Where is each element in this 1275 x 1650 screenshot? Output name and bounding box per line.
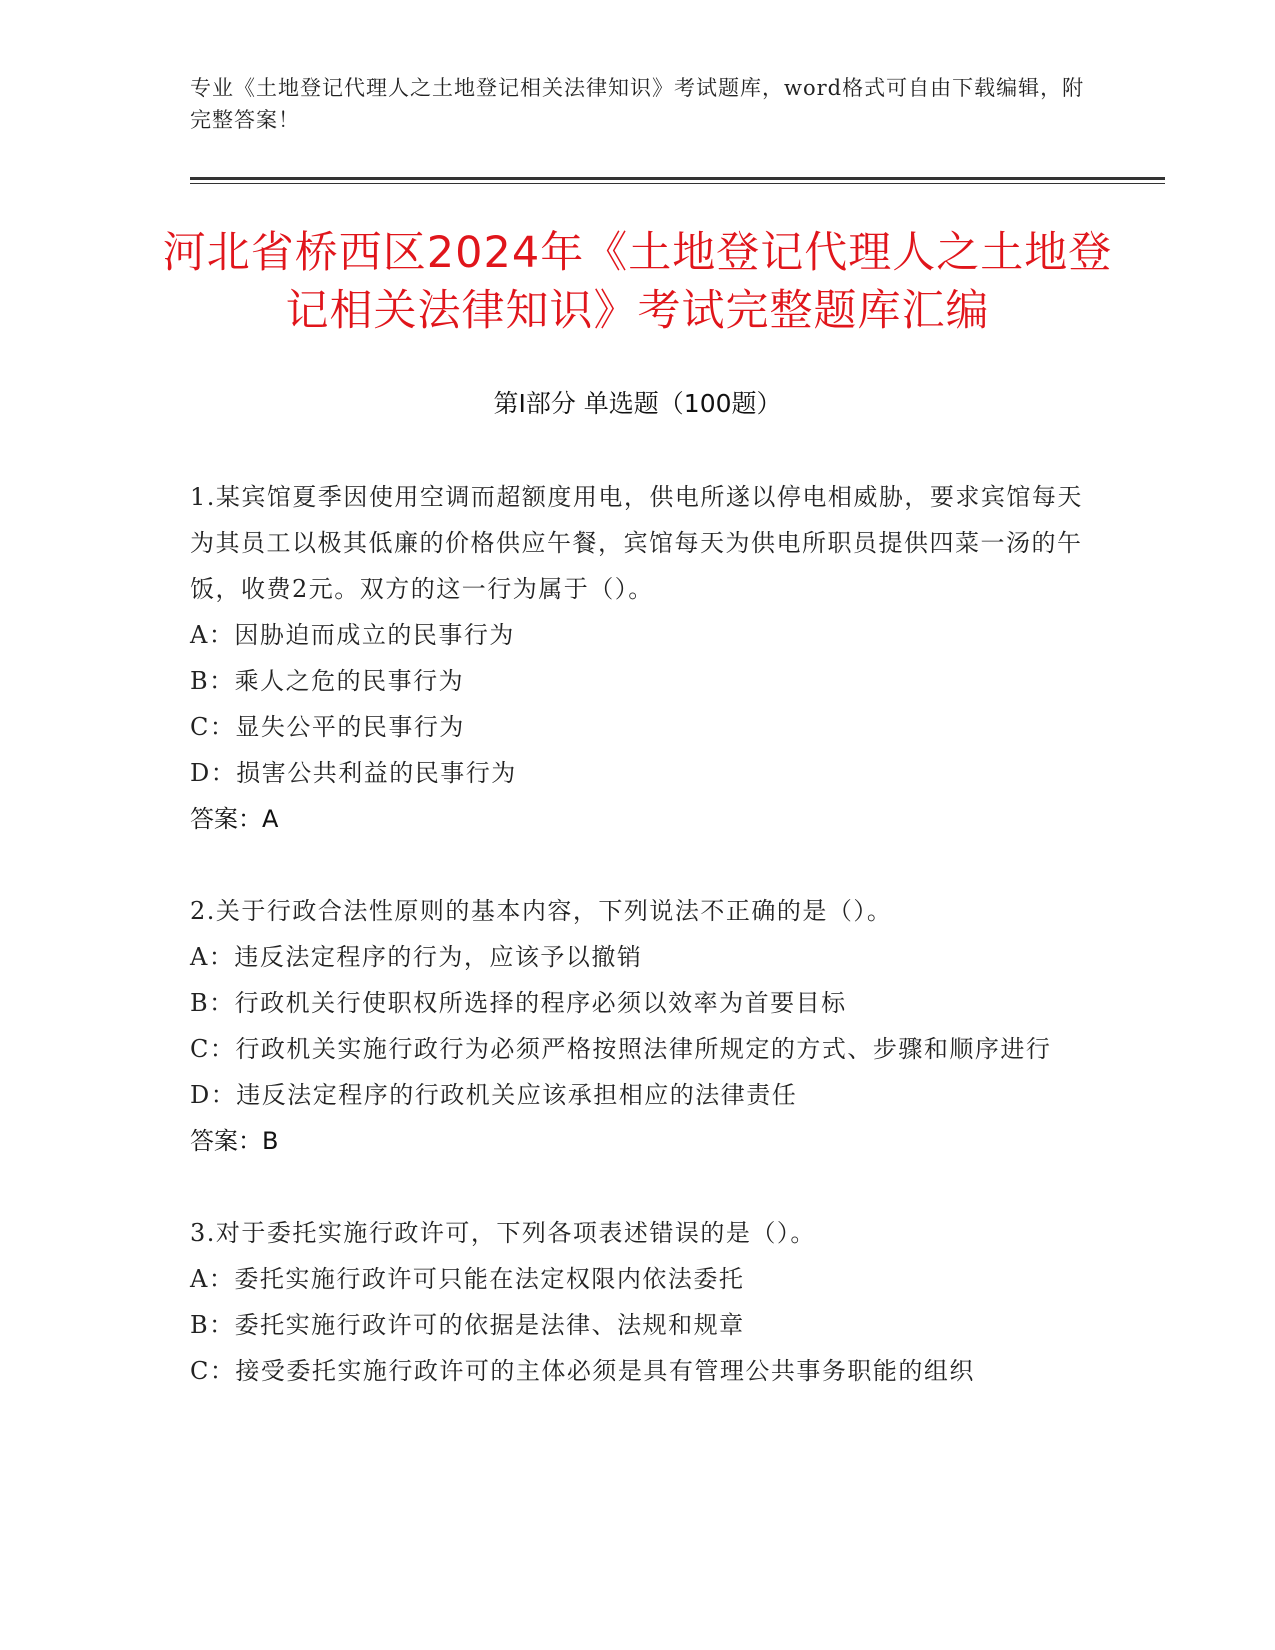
question-answer: 答案：B [190, 1127, 279, 1155]
section-title: 第Ⅰ部分 单选题（100题） [493, 389, 782, 418]
question-option-b: B：行政机关行使职权所选择的程序必须以效率为首要目标 [190, 989, 847, 1017]
header-rule-thin [190, 183, 1165, 184]
question-option-c: C：显失公平的民事行为 [190, 713, 465, 741]
question-option-d: D：损害公共利益的民事行为 [190, 759, 517, 787]
question-2 [190, 888, 1085, 1164]
header-note: 专业《土地登记代理人之土地登记相关法律知识》考试题库，word格式可自由下载编辑，附完整答案！ [190, 76, 1085, 132]
question-option-b: B：乘人之危的民事行为 [190, 667, 465, 695]
question-stem: 2.关于行政合法性原则的基本内容，下列说法不正确的是（）。 [190, 897, 893, 925]
question-answer: 答案：A [190, 805, 279, 833]
question-option-a: A：违反法定程序的行为，应该予以撤销 [190, 943, 643, 971]
question-option-c: C：接受委托实施行政许可的主体必须是具有管理公共事务职能的组织 [190, 1357, 975, 1385]
document-title: 河北省桥西区2024年《土地登记代理人之土地登记相关法律知识》考试完整题库汇编 [162, 228, 1113, 336]
question-option-a: A：委托实施行政许可只能在法定权限内依法委托 [190, 1265, 745, 1293]
question-stem: 1.某宾馆夏季因使用空调而超额度用电，供电所遂以停电相威胁，要求宾馆每天为其员工以极其低廉的价格供应午餐，宾馆每天为供电所职员提供四菜一汤的午饭，收费2元。双方的这一行为属于（）。 [190, 483, 1083, 603]
question-option-d: D：违反法定程序的行政机关应该承担相应的法律责任 [190, 1081, 798, 1109]
question-stem: 3.对于委托实施行政许可，下列各项表述错误的是（）。 [190, 1219, 816, 1247]
question-option-a: A：因胁迫而成立的民事行为 [190, 621, 515, 649]
question-list [190, 474, 1085, 1440]
question-3 [190, 1210, 1085, 1394]
question-option-b: B：委托实施行政许可的依据是法律、法规和规章 [190, 1311, 745, 1339]
header-rule-thick [190, 177, 1165, 180]
question-1 [190, 474, 1085, 842]
question-option-c: C：行政机关实施行政行为必须严格按照法律所规定的方式、步骤和顺序进行 [190, 1035, 1052, 1063]
